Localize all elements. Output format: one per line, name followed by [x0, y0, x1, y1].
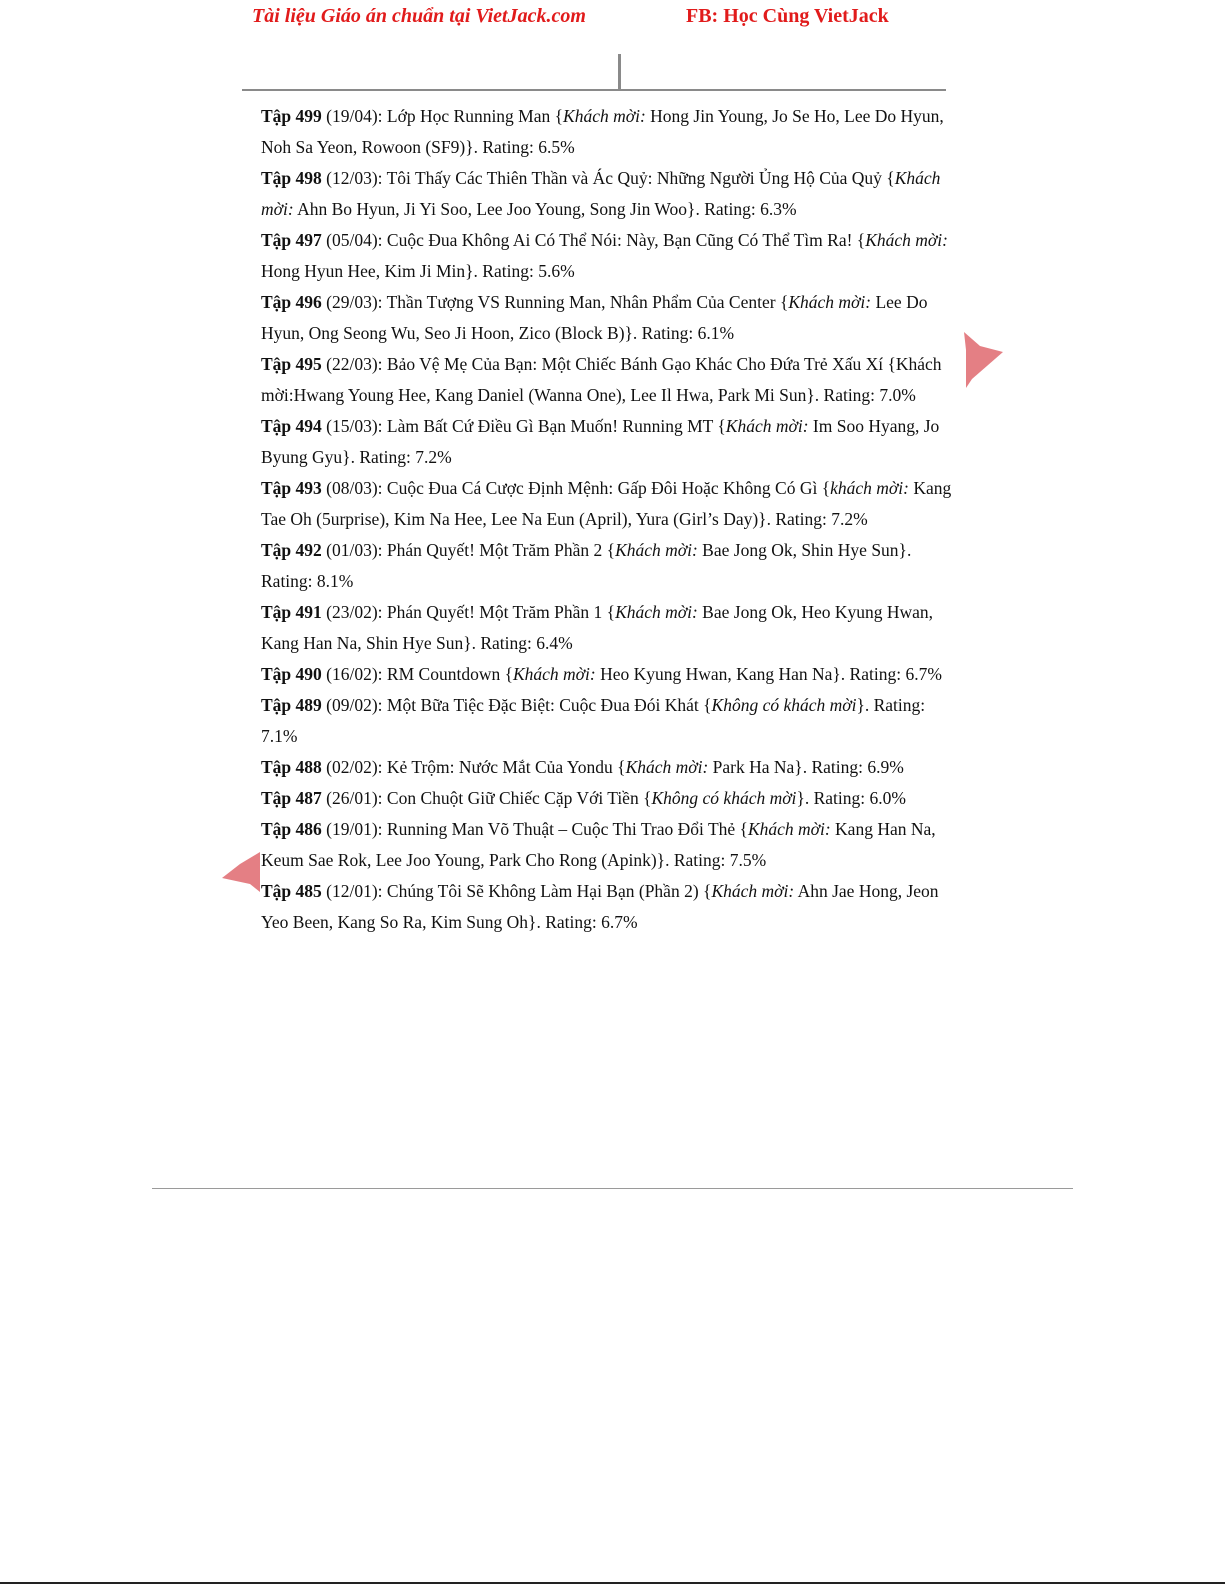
footer-rule — [152, 1188, 1073, 1189]
episode-details: Kang Han Na, Keum Sae Rok, Lee Joo Young, Park Cho Rong (Apink)}. Rating: 7.5% — [261, 819, 936, 870]
episode-number: Tập 489 — [261, 695, 322, 715]
episode-details: Ahn Bo Hyun, Ji Yi Soo, Lee Joo Young, Song Jin Woo}. Rating: 6.3% — [293, 199, 797, 219]
episode-details: Kang Tae Oh (5urprise), Kim Na Hee, Lee Na Eun (April), Yura (Girl’s Day)}. Rating: 7.2% — [261, 478, 952, 529]
episode-title: Kẻ Trộm: Nước Mắt Của Yondu { — [386, 757, 626, 777]
guest-label: Khách mời: — [865, 230, 948, 250]
episode-details: Lee Do Hyun, Ong Seong Wu, Seo Ji Hoon, Zico (Block B)}. Rating: 6.1% — [261, 292, 928, 343]
episode-details: Ahn Jae Hong, Jeon Yeo Been, Kang So Ra, Kim Sung Oh}. Rating: 6.7% — [261, 881, 939, 932]
episode-number: Tập 499 — [261, 106, 322, 126]
episode-date: (19/01): — [321, 819, 387, 839]
episode-number: Tập 493 — [261, 478, 322, 498]
episode-title: Một Bữa Tiệc Đặc Biệt: Cuộc Đua Đói Khát { — [386, 695, 712, 715]
list-item — [261, 659, 963, 690]
episode-number: Tập 488 — [261, 757, 322, 777]
episode-details: Hong Jin Young, Jo Se Ho, Lee Do Hyun, Noh Sa Yeon, Rowoon (SF9)}. Rating: 6.5% — [261, 106, 944, 157]
list-item — [261, 163, 963, 225]
episode-date: (02/02): — [321, 757, 387, 777]
guest-label: Khách mời: — [747, 819, 831, 839]
header-site-text: Tài liệu Giáo án chuẩn tại VietJack.com — [252, 5, 586, 27]
page-bottom-rule — [0, 1582, 1225, 1584]
episode-number: Tập 487 — [261, 788, 322, 808]
episode-details: Park Ha Na}. Rating: 6.9% — [708, 757, 904, 777]
list-item — [261, 814, 963, 876]
list-item — [261, 690, 963, 752]
episode-title: Bảo Vệ Mẹ Của Bạn: Một Chiếc Bánh Gạo Khác Cho Đứa Trẻ Xấu Xí {Khách mời:Hwang Young Hee, Kang Daniel (Wanna One), Lee Il Hwa, Park Mi Sun}. Rating: 7.0% — [261, 354, 942, 405]
episode-number: Tập 486 — [261, 819, 322, 839]
episode-date: (29/03): — [321, 292, 387, 312]
header-rule — [242, 89, 946, 91]
guest-label: Khách mời: — [563, 106, 646, 126]
episode-number: Tập 490 — [261, 664, 322, 684]
episode-number: Tập 497 — [261, 230, 322, 250]
episode-title: Chúng Tôi Sẽ Không Làm Hại Bạn (Phần 2) { — [386, 881, 712, 901]
guest-label: Khách mời: — [625, 757, 709, 777]
list-item — [261, 876, 963, 938]
episode-details: Hong Hyun Hee, Kim Ji Min}. Rating: 5.6% — [261, 261, 575, 281]
episode-date: (23/02): — [321, 602, 387, 622]
list-item — [261, 349, 963, 411]
list-item — [261, 473, 963, 535]
episode-details: }. Rating: 7.1% — [261, 695, 926, 746]
episode-details: Im Soo Hyang, Jo Byung Gyu}. Rating: 7.2% — [261, 416, 940, 467]
episode-title: Thần Tượng VS Running Man, Nhân Phẩm Của Center { — [386, 292, 789, 312]
episode-details: Bae Jong Ok, Heo Kyung Hwan, Kang Han Na, Shin Hye Sun}. Rating: 6.4% — [261, 602, 934, 653]
guest-label: Khách mời: — [615, 602, 698, 622]
episode-date: (16/02): — [321, 664, 387, 684]
header-tick — [618, 54, 621, 90]
episode-details: }. Rating: 6.0% — [796, 788, 906, 808]
guest-label: Khách mời: — [512, 664, 596, 684]
episode-date: (01/03): — [321, 540, 387, 560]
episode-list — [261, 101, 963, 938]
guest-label: Khách mời: — [788, 292, 872, 312]
episode-date: (19/04): — [321, 106, 387, 126]
episode-number: Tập 492 — [261, 540, 322, 560]
episode-date: (05/04): — [321, 230, 387, 250]
guest-label: Không có khách mời — [711, 695, 857, 715]
list-item — [261, 783, 963, 814]
episode-title: Phán Quyết! Một Trăm Phần 2 { — [386, 540, 616, 560]
guest-label: Khách mời: — [615, 540, 698, 560]
episode-number: Tập 495 — [261, 354, 322, 374]
episode-title: Tôi Thấy Các Thiên Thần và Ác Quỷ: Những Người Ủng Hộ Của Quỷ { — [386, 168, 895, 188]
episode-title: Cuộc Đua Không Ai Có Thể Nói: Này, Bạn Cũng Có Thể Tìm Ra! { — [386, 230, 866, 250]
episode-date: (12/01): — [321, 881, 387, 901]
episode-date: (12/03): — [321, 168, 387, 188]
episode-date: (08/03): — [321, 478, 387, 498]
list-item — [261, 287, 963, 349]
episode-date: (09/02): — [321, 695, 387, 715]
episode-title: Lớp Học Running Man { — [386, 106, 564, 126]
header-facebook-text: FB: Học Cùng VietJack — [686, 5, 889, 27]
episode-title: Làm Bất Cứ Điều Gì Bạn Muốn! Running MT { — [386, 416, 726, 436]
list-item — [261, 752, 963, 783]
corner-mark-left-icon — [222, 852, 264, 892]
list-item — [261, 225, 963, 287]
episode-number: Tập 494 — [261, 416, 322, 436]
guest-label: Khách mời: — [711, 881, 795, 901]
list-item — [261, 535, 963, 597]
list-item — [261, 597, 963, 659]
episode-title: RM Countdown { — [386, 664, 513, 684]
episode-date: (26/01): — [321, 788, 387, 808]
episode-number: Tập 498 — [261, 168, 322, 188]
episode-number: Tập 491 — [261, 602, 322, 622]
list-item — [261, 411, 963, 473]
list-item — [261, 101, 963, 163]
episode-title: Cuộc Đua Cá Cược Định Mệnh: Gấp Đôi Hoặc Không Có Gì { — [386, 478, 831, 498]
episode-details: Bae Jong Ok, Shin Hye Sun}. Rating: 8.1% — [261, 540, 912, 591]
guest-label: Khách mời: — [261, 168, 941, 219]
episode-number: Tập 496 — [261, 292, 322, 312]
guest-label: Không có khách mời — [651, 788, 797, 808]
corner-mark-right-icon — [960, 332, 1005, 394]
episode-date: (22/03): — [321, 354, 387, 374]
episode-details: Heo Kyung Hwan, Kang Han Na}. Rating: 6.7% — [595, 664, 942, 684]
episode-title: Phán Quyết! Một Trăm Phần 1 { — [386, 602, 616, 622]
episode-number: Tập 485 — [261, 881, 322, 901]
episode-date: (15/03): — [321, 416, 387, 436]
guest-label: Khách mời: — [725, 416, 809, 436]
episode-title: Running Man Võ Thuật – Cuộc Thi Trao Đổi Thẻ { — [386, 819, 748, 839]
guest-label: khách mời: — [830, 478, 909, 498]
episode-title: Con Chuột Giữ Chiếc Cặp Với Tiền { — [386, 788, 652, 808]
